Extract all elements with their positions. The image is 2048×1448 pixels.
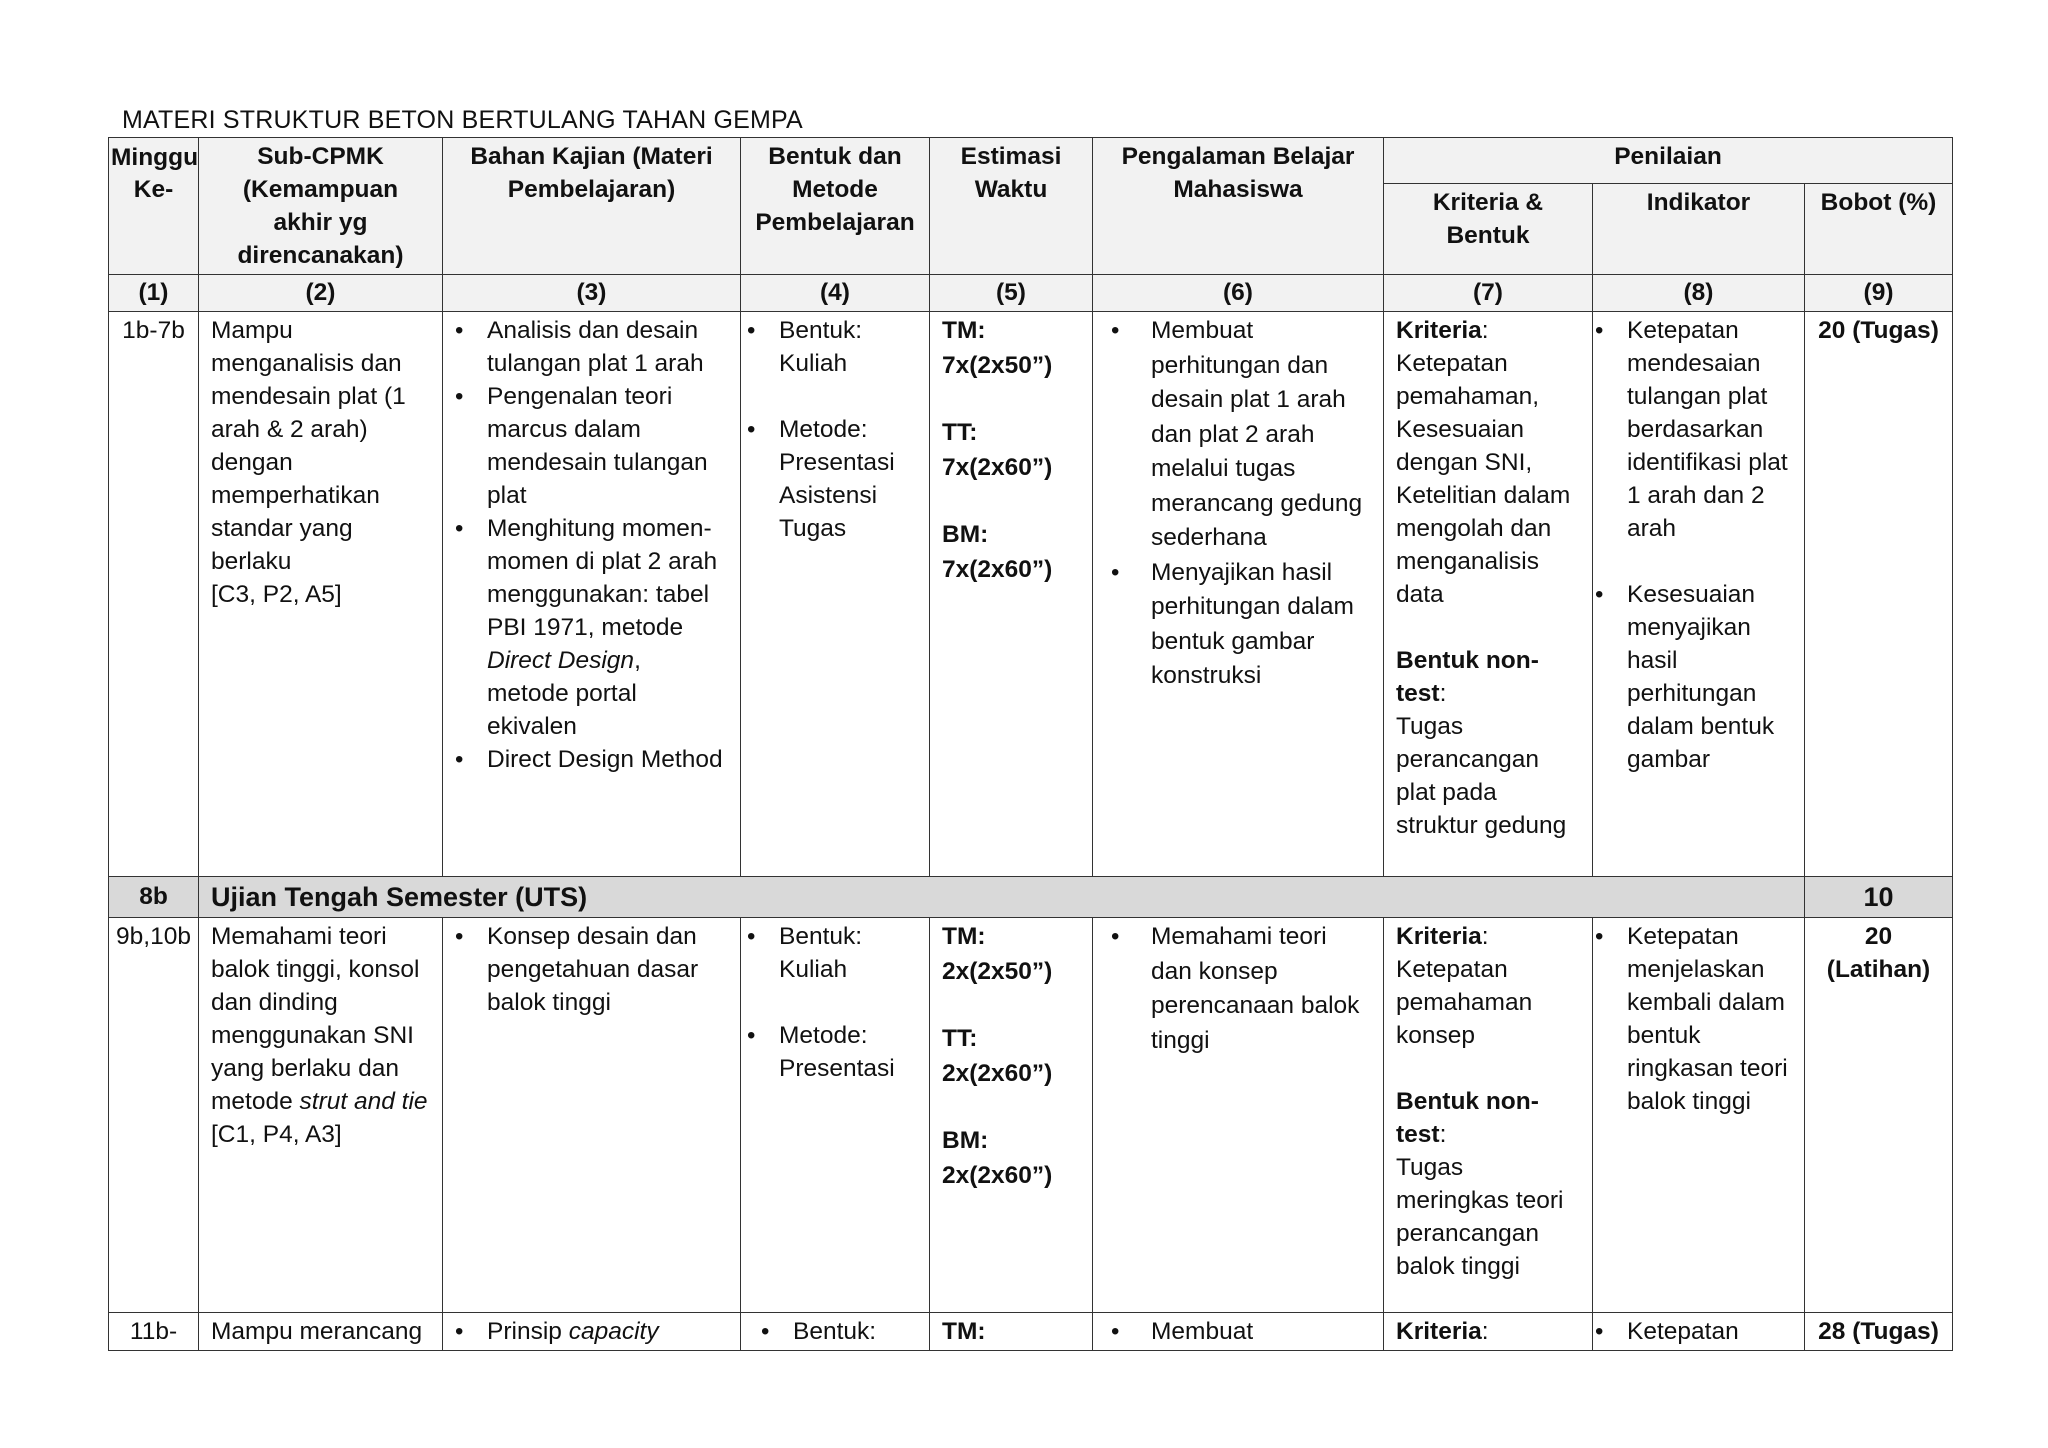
list-item <box>779 1019 917 1085</box>
indikator-cell <box>1593 1313 1805 1351</box>
sub-cpmk-cell <box>199 918 443 1313</box>
bentuk-label: Bentuk: <box>779 317 863 344</box>
tm-value: 7x(2x50”) <box>942 351 1053 379</box>
bentuk-list <box>753 314 917 380</box>
column-number: (2) <box>199 275 443 312</box>
bobot-value: 20 <box>1864 923 1893 950</box>
kriteria-cell <box>1384 918 1593 1313</box>
list-item: • Ketepatan <box>1627 1315 1792 1348</box>
estimasi-cell <box>930 312 1093 877</box>
bahan-list <box>455 314 728 776</box>
bobot-cell: 10 <box>1805 877 1953 918</box>
pengalaman-list <box>1105 920 1371 1058</box>
list-item: • Memahami teori dan konsep perencanaan balok tinggi <box>1151 920 1371 1058</box>
bobot-cell: 20 (Tugas) <box>1805 312 1953 877</box>
indikator-list <box>1605 578 1792 776</box>
bentuk-metode-cell <box>741 1313 930 1351</box>
header-bobot: Bobot (%) <box>1805 183 1953 274</box>
header-sub-cpmk: Sub-CPMK (Kemampuan akhir yg direncanakan) <box>199 138 443 275</box>
bobot-cell: 28 (Tugas) <box>1805 1313 1953 1351</box>
list-item: • Kesesuaian menyajikan hasil perhitungan dalam bentuk gambar <box>1627 578 1792 776</box>
list-item: • Membuat <box>1151 1315 1371 1348</box>
document-title: MATERI STRUKTUR BETON BERTULANG TAHAN GEMPA <box>122 106 803 134</box>
list-item <box>779 413 917 545</box>
tm-value: 2x(2x50”) <box>942 957 1053 985</box>
uts-label: Ujian Tengah Semester (UTS) <box>199 877 1805 918</box>
metode-list <box>753 1019 917 1085</box>
metode-value: Presentasi Asistensi Tugas <box>779 449 895 542</box>
list-item-tail: , metode portal ekivalen <box>487 647 641 740</box>
bahan-kajian-cell <box>443 1313 741 1351</box>
bentuk-nontest-heading: Bentuk non-test: <box>1396 1088 1539 1148</box>
pengalaman-cell <box>1093 1313 1384 1351</box>
sub-cpmk-cell: Mampu merancang <box>199 1313 443 1351</box>
list-item: • Pengenalan teori marcus dalam mendesain tulangan plat <box>487 380 728 512</box>
pengalaman-cell <box>1093 918 1384 1313</box>
indikator-cell <box>1593 312 1805 877</box>
bm-value: 7x(2x60”) <box>942 555 1053 583</box>
table-row <box>109 1313 1953 1351</box>
minggu-cell: 1b-7b <box>109 312 199 877</box>
metode-label: Metode: <box>779 416 868 443</box>
bentuk-nontest-value: Tugas meringkas teori perancangan balok tinggi <box>1396 1154 1564 1280</box>
metode-list <box>753 413 917 545</box>
tt-value: 7x(2x60”) <box>942 453 1053 481</box>
header-bentuk-metode: Bentuk dan Metode Pembelajaran <box>741 138 930 275</box>
tt-label: TT: <box>942 1025 978 1052</box>
tt-value: 2x(2x60”) <box>942 1059 1053 1087</box>
estimasi-cell <box>930 918 1093 1313</box>
column-number-row <box>109 275 1953 312</box>
header-estimasi-waktu: Estimasi Waktu <box>930 138 1093 275</box>
estimasi-cell: TM: <box>930 1313 1093 1351</box>
bahan-kajian-cell <box>443 918 741 1313</box>
list-item: • Membuat perhitungan dan desain plat 1 arah dan plat 2 arah melalui tugas merancang gedung sederhana <box>1151 314 1371 556</box>
kriteria-heading: Kriteria: <box>1396 923 1489 950</box>
bahan-kajian-cell <box>443 312 741 877</box>
header-pengalaman: Pengalaman Belajar Mahasiswa <box>1093 138 1384 275</box>
indikator-cell <box>1593 918 1805 1313</box>
column-number: (4) <box>741 275 930 312</box>
header-bahan-kajian: Bahan Kajian (Materi Pembelajaran) <box>443 138 741 275</box>
bentuk-list <box>753 920 917 986</box>
column-number: (6) <box>1093 275 1384 312</box>
kriteria-value: Ketepatan pemahaman, Kesesuaian dengan SNI, Ketelitian dalam mengolah dan menganalisis data <box>1396 350 1571 608</box>
bentuk-label: Bentuk: <box>779 923 863 950</box>
bentuk-metode-cell <box>741 312 930 877</box>
column-number: (7) <box>1384 275 1593 312</box>
kriteria-value: Ketepatan pemahaman konsep <box>1396 956 1533 1049</box>
sub-cpmk-cell <box>199 312 443 877</box>
sub-cpmk-text: Mampu menganalisis dan mendesain plat (1 arah & 2 arah) dengan memperhatikan standar yang berlaku <box>211 317 406 575</box>
list-item: • Analisis dan desain tulangan plat 1 arah <box>487 314 728 380</box>
bm-label: BM: <box>942 1127 989 1154</box>
sub-cpmk-code: [C3, P2, A5] <box>211 581 342 608</box>
bentuk-metode-cell <box>741 918 930 1313</box>
bahan-list <box>455 920 728 1019</box>
table-row <box>109 312 1953 877</box>
list-item <box>779 314 917 380</box>
bentuk-value: Kuliah <box>779 956 848 983</box>
kriteria-heading: Kriteria: <box>1396 317 1489 344</box>
indikator-list <box>1605 1315 1792 1348</box>
tt-label: TT: <box>942 419 978 446</box>
list-item <box>779 920 917 986</box>
tm-label: TM: <box>942 317 986 344</box>
pengalaman-cell <box>1093 312 1384 877</box>
pengalaman-list <box>1105 1315 1371 1348</box>
bm-value: 2x(2x60”) <box>942 1161 1053 1189</box>
bentuk-list <box>753 1315 917 1348</box>
bahan-list <box>455 1315 728 1348</box>
bm-label: BM: <box>942 521 989 548</box>
metode-value: Presentasi <box>779 1055 895 1082</box>
bobot-note: (Latihan) <box>1826 956 1931 983</box>
list-item: • Prinsip capacity <box>487 1315 728 1348</box>
uts-row <box>109 877 1953 918</box>
header-kriteria: Kriteria & Bentuk <box>1384 183 1593 274</box>
header-minggu: Minggu Ke- <box>109 138 199 275</box>
list-item <box>487 512 728 743</box>
bentuk-nontest-heading: Bentuk non-test: <box>1396 647 1539 707</box>
minggu-cell: 8b <box>109 877 199 918</box>
header-indikator: Indikator <box>1593 183 1805 274</box>
column-number: (5) <box>930 275 1093 312</box>
column-number: (1) <box>109 275 199 312</box>
rps-table <box>108 137 1953 1351</box>
sub-cpmk-text: Memahami teori balok tinggi, konsol dan dinding menggunakan SNI yang berlaku dan metode strut and tie <box>211 923 428 1115</box>
bobot-cell <box>1805 918 1953 1313</box>
minggu-cell: 11b- <box>109 1313 199 1351</box>
list-item: • Konsep desain dan pengetahuan dasar balok tinggi <box>487 920 728 1019</box>
list-item: • Direct Design Method <box>487 743 728 776</box>
column-number: (3) <box>443 275 741 312</box>
list-item-italic: Direct Design <box>487 647 635 674</box>
list-item: • Menyajikan hasil perhitungan dalam bentuk gambar konstruksi <box>1151 556 1371 694</box>
bentuk-nontest-value: Tugas perancangan plat pada struktur gedung <box>1396 713 1567 839</box>
indikator-list <box>1605 314 1792 545</box>
kriteria-cell: Kriteria: <box>1384 1313 1593 1351</box>
column-number: (8) <box>1593 275 1805 312</box>
list-item: • Ketepatan mendesaian tulangan plat berdasarkan identifikasi plat 1 arah dan 2 arah <box>1627 314 1792 545</box>
minggu-cell: 9b,10b <box>109 918 199 1313</box>
table-row <box>109 918 1953 1313</box>
header-penilaian: Penilaian <box>1384 138 1953 184</box>
tm-label: TM: <box>942 923 986 950</box>
kriteria-cell <box>1384 312 1593 877</box>
list-item: • Ketepatan menjelaskan kembali dalam bentuk ringkasan teori balok tinggi <box>1627 920 1792 1118</box>
list-item: • Bentuk: <box>793 1315 917 1348</box>
bentuk-value: Kuliah <box>779 350 848 377</box>
indikator-list <box>1605 920 1792 1118</box>
metode-label: Metode: <box>779 1022 868 1049</box>
pengalaman-list <box>1105 314 1371 694</box>
sub-cpmk-code: [C1, P4, A3] <box>211 1121 342 1148</box>
list-item-text: Menghitung momen-momen di plat 2 arah menggunakan: tabel PBI 1971, metode <box>487 515 718 641</box>
column-number: (9) <box>1805 275 1953 312</box>
